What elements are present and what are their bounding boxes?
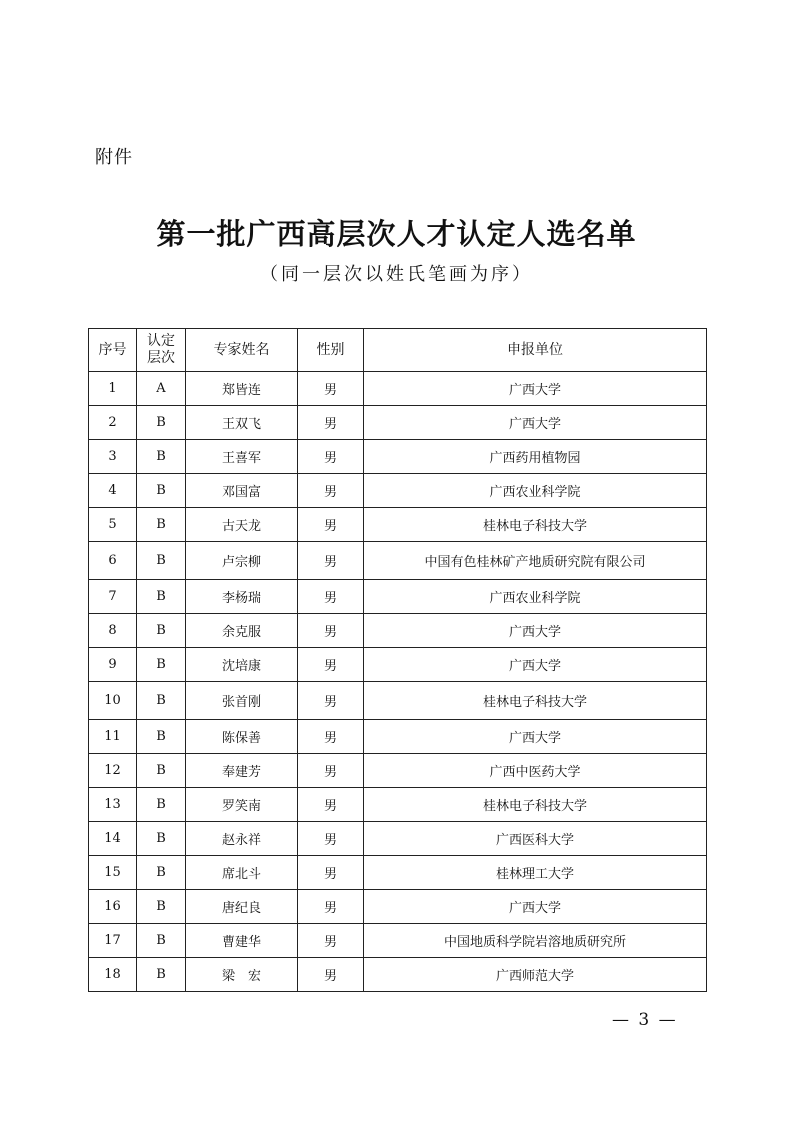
table-row — [89, 614, 707, 648]
cell-index: 2 — [89, 406, 137, 440]
cell-gender: 男 — [298, 890, 364, 924]
cell-index: 18 — [89, 958, 137, 992]
cell-index: 11 — [89, 720, 137, 754]
cell-name: 郑皆连 — [186, 372, 298, 406]
cell-name: 奉建芳 — [186, 754, 298, 788]
cell-gender: 男 — [298, 958, 364, 992]
cell-level: B — [137, 508, 186, 542]
cell-name: 卢宗柳 — [186, 542, 298, 580]
cell-gender: 男 — [298, 474, 364, 508]
cell-index: 12 — [89, 754, 137, 788]
cell-index: 17 — [89, 924, 137, 958]
cell-index: 7 — [89, 580, 137, 614]
cell-name: 李杨瑞 — [186, 580, 298, 614]
cell-level: B — [137, 890, 186, 924]
header-level-line2: 层次 — [147, 350, 175, 366]
cell-level: B — [137, 542, 186, 580]
cell-gender: 男 — [298, 856, 364, 890]
cell-gender: 男 — [298, 822, 364, 856]
cell-gender: 男 — [298, 614, 364, 648]
cell-unit: 桂林电子科技大学 — [364, 788, 707, 822]
header-unit: 申报单位 — [364, 329, 707, 372]
table-row — [89, 508, 707, 542]
cell-gender: 男 — [298, 682, 364, 720]
cell-index: 8 — [89, 614, 137, 648]
cell-gender: 男 — [298, 372, 364, 406]
cell-gender: 男 — [298, 788, 364, 822]
header-level-line1: 认定 — [147, 333, 175, 349]
cell-name: 唐纪良 — [186, 890, 298, 924]
table-body — [89, 372, 707, 992]
table-row — [89, 754, 707, 788]
table-row — [89, 788, 707, 822]
table-row — [89, 648, 707, 682]
cell-gender: 男 — [298, 754, 364, 788]
cell-unit: 桂林电子科技大学 — [364, 508, 707, 542]
table-row — [89, 542, 707, 580]
cell-gender: 男 — [298, 720, 364, 754]
cell-unit: 广西大学 — [364, 406, 707, 440]
cell-unit: 广西大学 — [364, 648, 707, 682]
cell-index: 16 — [89, 890, 137, 924]
cell-name: 赵永祥 — [186, 822, 298, 856]
document-title: 第一批广西高层次人才认定人选名单 — [156, 217, 637, 251]
cell-index: 3 — [89, 440, 137, 474]
cell-index: 1 — [89, 372, 137, 406]
cell-gender: 男 — [298, 924, 364, 958]
cell-unit: 广西师范大学 — [364, 958, 707, 992]
table-row — [89, 720, 707, 754]
table-row — [89, 890, 707, 924]
table-row — [89, 822, 707, 856]
cell-name: 曹建华 — [186, 924, 298, 958]
cell-level: B — [137, 614, 186, 648]
table-row — [89, 474, 707, 508]
cell-level: B — [137, 580, 186, 614]
cell-level: B — [137, 924, 186, 958]
table-row — [89, 440, 707, 474]
talent-list-table-container — [88, 328, 706, 992]
cell-level: B — [137, 474, 186, 508]
page-number: — 3 — — [612, 1010, 678, 1030]
cell-unit: 中国有色桂林矿产地质研究院有限公司 — [364, 542, 707, 580]
cell-name: 罗笑南 — [186, 788, 298, 822]
cell-level: B — [137, 822, 186, 856]
cell-name: 邓国富 — [186, 474, 298, 508]
cell-name: 席北斗 — [186, 856, 298, 890]
cell-unit: 广西大学 — [364, 372, 707, 406]
table-row — [89, 372, 707, 406]
document-subtitle: （同一层次以姓氏笔画为序） — [260, 264, 533, 285]
cell-level: A — [137, 372, 186, 406]
cell-index: 6 — [89, 542, 137, 580]
cell-gender: 男 — [298, 648, 364, 682]
cell-name: 张首刚 — [186, 682, 298, 720]
cell-gender: 男 — [298, 508, 364, 542]
cell-unit: 广西大学 — [364, 614, 707, 648]
cell-name: 古天龙 — [186, 508, 298, 542]
header-gender: 性别 — [298, 329, 364, 372]
cell-level: B — [137, 720, 186, 754]
cell-name: 陈保善 — [186, 720, 298, 754]
table-row — [89, 406, 707, 440]
cell-gender: 男 — [298, 406, 364, 440]
header-level — [137, 329, 186, 372]
cell-level: B — [137, 406, 186, 440]
cell-unit: 广西中医药大学 — [364, 754, 707, 788]
cell-index: 13 — [89, 788, 137, 822]
cell-name: 王喜军 — [186, 440, 298, 474]
table-row — [89, 924, 707, 958]
cell-unit: 广西农业科学院 — [364, 580, 707, 614]
cell-level: B — [137, 440, 186, 474]
cell-level: B — [137, 788, 186, 822]
cell-index: 4 — [89, 474, 137, 508]
cell-index: 5 — [89, 508, 137, 542]
cell-level: B — [137, 754, 186, 788]
table-row — [89, 958, 707, 992]
cell-name: 梁 宏 — [186, 958, 298, 992]
cell-level: B — [137, 856, 186, 890]
table-row — [89, 856, 707, 890]
cell-unit: 广西大学 — [364, 720, 707, 754]
cell-name: 王双飞 — [186, 406, 298, 440]
cell-unit: 广西农业科学院 — [364, 474, 707, 508]
cell-name: 余克服 — [186, 614, 298, 648]
cell-gender: 男 — [298, 440, 364, 474]
header-name: 专家姓名 — [186, 329, 298, 372]
cell-unit: 广西大学 — [364, 890, 707, 924]
cell-level: B — [137, 682, 186, 720]
attachment-label: 附件 — [95, 147, 133, 168]
cell-name: 沈培康 — [186, 648, 298, 682]
cell-index: 10 — [89, 682, 137, 720]
cell-unit: 中国地质科学院岩溶地质研究所 — [364, 924, 707, 958]
cell-index: 9 — [89, 648, 137, 682]
cell-index: 15 — [89, 856, 137, 890]
cell-unit: 广西药用植物园 — [364, 440, 707, 474]
header-index: 序号 — [89, 329, 137, 372]
cell-unit: 广西医科大学 — [364, 822, 707, 856]
cell-index: 14 — [89, 822, 137, 856]
cell-gender: 男 — [298, 580, 364, 614]
cell-unit: 桂林电子科技大学 — [364, 682, 707, 720]
cell-gender: 男 — [298, 542, 364, 580]
table-header-row — [89, 329, 707, 372]
cell-unit: 桂林理工大学 — [364, 856, 707, 890]
table-row — [89, 682, 707, 720]
table-row — [89, 580, 707, 614]
talent-list-table — [88, 328, 707, 992]
cell-level: B — [137, 958, 186, 992]
cell-level: B — [137, 648, 186, 682]
